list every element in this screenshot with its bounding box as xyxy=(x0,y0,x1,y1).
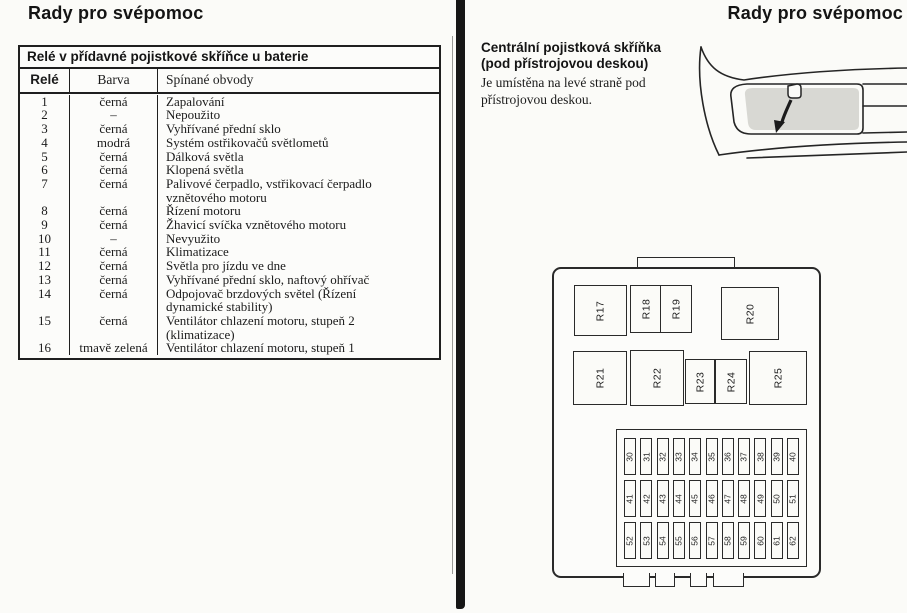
fuse-62 xyxy=(787,522,799,559)
cell-rele: 15 xyxy=(38,312,51,328)
cell-obvody: Ventilátor chlazení motoru, stupeň 1 xyxy=(157,341,439,355)
fusebox-diagram xyxy=(552,257,818,591)
table-row xyxy=(20,150,439,164)
fuse-label: 44 xyxy=(673,493,684,504)
fuse-31 xyxy=(640,438,652,475)
relay-table-title: Relé v přídavné pojistkové skříňce u baterie xyxy=(20,47,439,69)
fuse-label: 37 xyxy=(739,451,750,462)
fuse-label: 46 xyxy=(706,493,717,504)
cell-obvody: Ventilátor chlazení motoru, stupeň 2 (klimatizace) xyxy=(157,314,439,341)
fuse-43 xyxy=(657,480,669,517)
cell-obvody: Systém ostřikovačů světlometů xyxy=(157,136,439,150)
relay-label: R20 xyxy=(743,303,756,324)
section-heading xyxy=(481,40,661,71)
fusebox-cover-panel xyxy=(745,88,859,130)
relay-label: R22 xyxy=(650,367,663,389)
table-row xyxy=(20,314,439,341)
relay-R18 xyxy=(630,285,662,333)
table-row xyxy=(20,122,439,136)
fuse-44 xyxy=(673,480,685,517)
fusebox-fuse-grid xyxy=(616,429,807,567)
page-title-left: Rady pro svépomoc xyxy=(28,3,204,23)
fuse-54 xyxy=(657,522,669,559)
fuse-label: 56 xyxy=(690,535,701,546)
fuse-55 xyxy=(673,522,685,559)
relay-R21 xyxy=(573,351,627,405)
fuse-label: 49 xyxy=(755,493,766,504)
cell-barva: černá xyxy=(69,287,157,314)
fuse-label: 57 xyxy=(706,535,717,546)
table-row xyxy=(20,218,439,232)
fuse-label: 41 xyxy=(625,493,635,504)
cell-obvody: Zapalování xyxy=(157,95,439,109)
cell-rele: 1 xyxy=(41,93,48,109)
cell-barva: černá xyxy=(69,273,157,287)
cell-rele: 10 xyxy=(38,230,51,246)
cell-obvody: Dálková světla xyxy=(157,150,439,164)
cell-barva: černá xyxy=(69,314,157,341)
cell-obvody: Vyhřívané přední sklo xyxy=(157,122,439,136)
cell-obvody: Nepoužito xyxy=(157,108,439,122)
relay-R24 xyxy=(715,359,747,404)
fusebox-bottom-tab-4 xyxy=(713,573,744,587)
fuse-label: 55 xyxy=(673,535,684,546)
fuse-39 xyxy=(771,438,783,475)
fuse-56 xyxy=(689,522,701,559)
book-gutter-bar xyxy=(456,0,465,609)
fuse-53 xyxy=(640,522,652,559)
column-header-barva: Barva xyxy=(69,69,157,92)
fuse-34 xyxy=(689,438,701,475)
fuse-38 xyxy=(754,438,766,475)
fuse-35 xyxy=(706,438,718,475)
cell-rele: 4 xyxy=(41,134,48,150)
table-row xyxy=(20,232,439,246)
cover-latch-icon xyxy=(788,84,801,98)
fuse-label: 53 xyxy=(641,535,652,546)
fuse-36 xyxy=(722,438,734,475)
relay-R17 xyxy=(574,285,627,336)
cell-barva: modrá xyxy=(69,136,157,150)
relay-R22 xyxy=(630,350,684,406)
cell-rele: 9 xyxy=(41,217,48,233)
page-edge-line xyxy=(452,36,453,574)
fuse-label: 34 xyxy=(690,451,701,462)
table-row xyxy=(20,287,439,314)
cell-rele: 6 xyxy=(41,162,48,178)
cell-obvody: Klopená světla xyxy=(157,163,439,177)
fuse-label: 62 xyxy=(788,535,798,546)
cell-barva: černá xyxy=(69,259,157,273)
page-title-right: Rady pro svépomoc xyxy=(727,3,903,23)
dashboard-location-drawing xyxy=(687,27,907,167)
cell-barva: černá xyxy=(69,245,157,259)
cell-rele: 3 xyxy=(41,121,48,137)
relay-label: R21 xyxy=(593,367,606,389)
fuse-32 xyxy=(657,438,669,475)
relay-label: R25 xyxy=(771,367,784,389)
column-header-rele: Relé xyxy=(30,72,59,87)
fuse-46 xyxy=(706,480,718,517)
cell-obvody: Vyhřívané přední sklo, naftový ohřívač xyxy=(157,273,439,287)
cell-barva: – xyxy=(69,232,157,246)
relay-label: R23 xyxy=(693,371,706,392)
section-heading-line1: Centrální pojistková skříňka xyxy=(481,40,662,55)
cell-obvody: Žhavicí svíčka vznětového motoru xyxy=(157,218,439,232)
cell-obvody: Řízení motoru xyxy=(157,204,439,218)
fuse-label: 30 xyxy=(625,451,635,462)
relay-R19 xyxy=(660,285,692,333)
cell-obvody: Odpojovač brzdových světel (Řízení dynamické stability) xyxy=(157,287,439,314)
cell-obvody: Světla pro jízdu ve dne xyxy=(157,259,439,273)
cell-rele: 8 xyxy=(41,203,48,219)
relay-label: R24 xyxy=(724,371,737,392)
table-row xyxy=(20,95,439,109)
fuse-33 xyxy=(673,438,685,475)
fuse-label: 42 xyxy=(641,493,652,504)
fuse-label: 36 xyxy=(722,451,733,462)
table-row xyxy=(20,245,439,259)
table-row xyxy=(20,108,439,122)
table-row xyxy=(20,177,439,204)
lower-trim-line xyxy=(747,152,907,158)
cell-barva: – xyxy=(69,108,157,122)
cell-barva: černá xyxy=(69,177,157,204)
fuse-label: 40 xyxy=(788,451,798,462)
fuse-57 xyxy=(706,522,718,559)
fusebox-bottom-tab-3 xyxy=(690,573,707,587)
fuse-label: 32 xyxy=(657,451,668,462)
cell-rele: 14 xyxy=(38,285,51,301)
fuse-49 xyxy=(754,480,766,517)
table-row xyxy=(20,259,439,273)
fuse-41 xyxy=(624,480,636,517)
fuse-label: 52 xyxy=(625,535,635,546)
fuse-37 xyxy=(738,438,750,475)
fuse-61 xyxy=(771,522,783,559)
fuse-label: 39 xyxy=(771,451,782,462)
column-header-obvody: Spínané obvody xyxy=(157,69,439,92)
cell-rele: 5 xyxy=(41,148,48,164)
fuse-51 xyxy=(787,480,799,517)
cell-rele: 7 xyxy=(41,175,48,191)
fuse-42 xyxy=(640,480,652,517)
section-body-text: Je umístěna na levé straně pod přístrojovou deskou. xyxy=(481,75,646,107)
fuse-30 xyxy=(624,438,636,475)
cell-barva: tmavě zelená xyxy=(69,341,157,355)
relay-table-header xyxy=(20,69,439,94)
cell-barva: černá xyxy=(69,95,157,109)
fuse-label: 58 xyxy=(722,535,733,546)
relay-R25 xyxy=(749,351,807,405)
cell-rele: 16 xyxy=(38,340,51,356)
fuse-59 xyxy=(738,522,750,559)
cell-barva: černá xyxy=(69,122,157,136)
fuse-label: 35 xyxy=(706,451,717,462)
fuse-50 xyxy=(771,480,783,517)
dashboard-top-edge xyxy=(701,47,907,80)
fuse-label: 47 xyxy=(722,493,733,504)
relay-R20 xyxy=(721,287,779,340)
relay-R23 xyxy=(685,359,715,404)
fuse-45 xyxy=(689,480,701,517)
relay-table-body xyxy=(20,94,439,358)
trim-line-right-3 xyxy=(863,132,907,133)
fuse-label: 45 xyxy=(690,493,701,504)
fuse-48 xyxy=(738,480,750,517)
table-row xyxy=(20,136,439,150)
fuse-label: 33 xyxy=(673,451,684,462)
fuse-label: 61 xyxy=(771,535,782,546)
fusebox-outer xyxy=(552,267,821,578)
section-heading-line2: (pod přístrojovou deskou) xyxy=(481,55,649,71)
relay-label: R18 xyxy=(639,298,652,320)
fuse-60 xyxy=(754,522,766,559)
fusebox-bottom-tab-1 xyxy=(623,573,650,587)
cell-barva: černá xyxy=(69,218,157,232)
cell-barva: černá xyxy=(69,204,157,218)
table-row xyxy=(20,163,439,177)
cell-rele: 12 xyxy=(38,258,51,274)
fuse-40 xyxy=(787,438,799,475)
cell-barva: černá xyxy=(69,163,157,177)
fuse-label: 59 xyxy=(739,535,750,546)
relay-label: R19 xyxy=(669,298,682,320)
cell-rele: 13 xyxy=(38,271,51,287)
cell-obvody: Klimatizace xyxy=(157,245,439,259)
fuse-label: 48 xyxy=(739,493,750,504)
fuse-label: 54 xyxy=(657,535,668,546)
relay-label: R17 xyxy=(594,300,607,321)
table-row xyxy=(20,204,439,218)
fuse-label: 43 xyxy=(657,493,668,504)
table-row xyxy=(20,273,439,287)
fuse-label: 31 xyxy=(641,451,652,462)
cell-obvody: Palivové čerpadlo, vstřikovací čerpadlo vznětového motoru xyxy=(157,177,439,204)
cell-barva: černá xyxy=(69,150,157,164)
cell-rele: 2 xyxy=(41,107,48,123)
fuse-label: 60 xyxy=(755,535,766,546)
fuse-52 xyxy=(624,522,636,559)
fuse-label: 51 xyxy=(788,493,798,504)
table-row xyxy=(20,341,439,355)
relay-table xyxy=(18,45,441,360)
fuse-47 xyxy=(722,480,734,517)
cell-rele: 11 xyxy=(38,244,51,260)
fuse-label: 38 xyxy=(755,451,766,462)
fuse-label: 50 xyxy=(771,493,782,504)
cell-obvody: Nevyužito xyxy=(157,232,439,246)
fusebox-bottom-tab-2 xyxy=(655,573,675,587)
fuse-58 xyxy=(722,522,734,559)
